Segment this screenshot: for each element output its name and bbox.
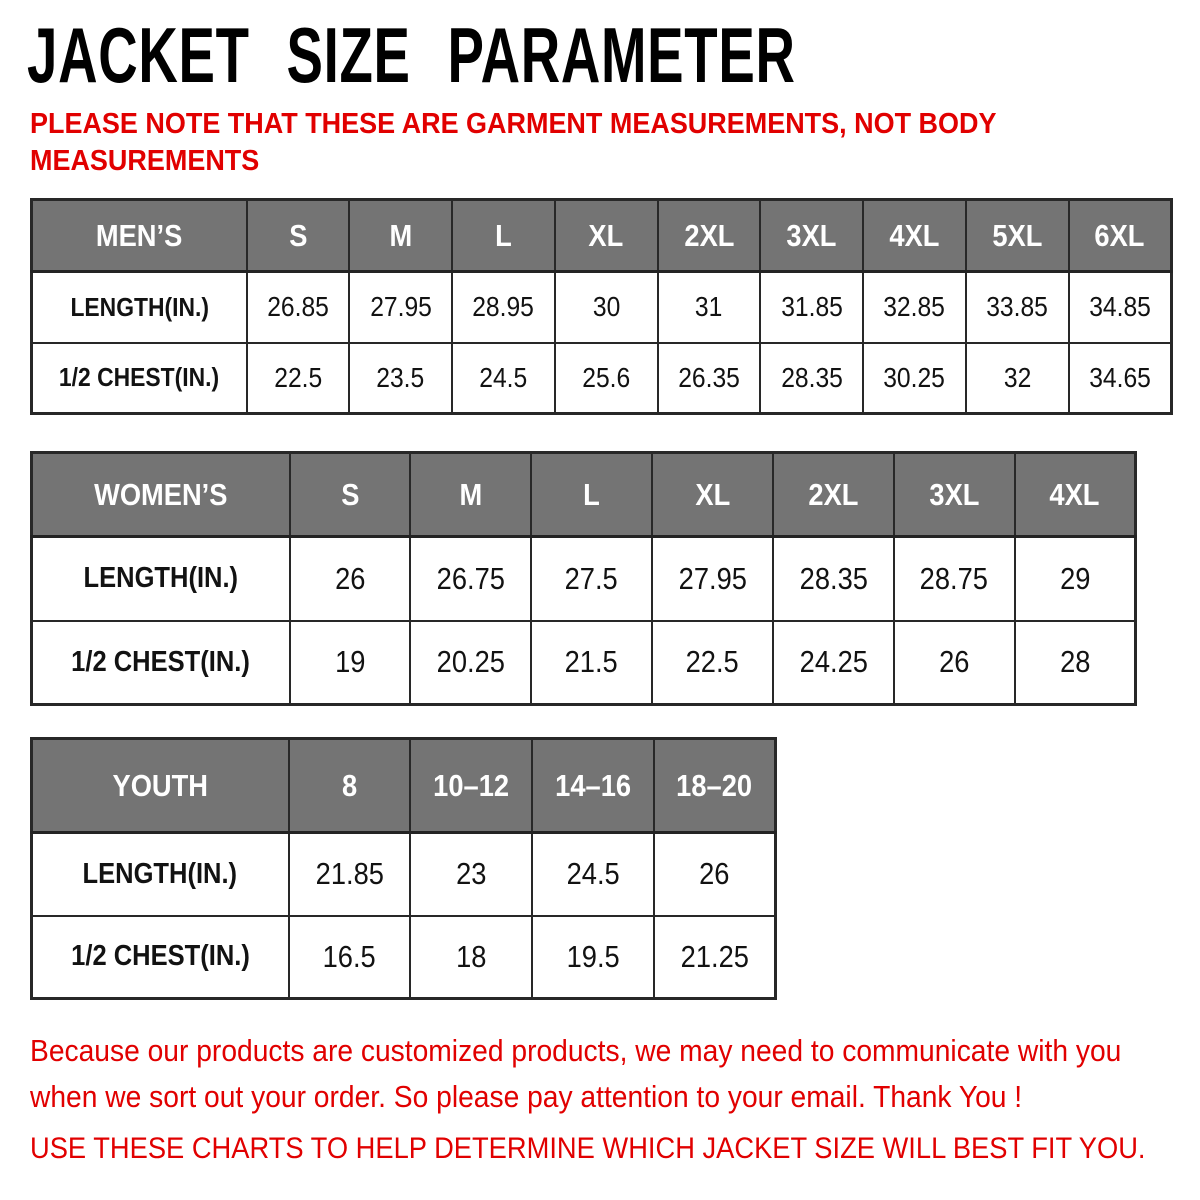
cell-text: L: [583, 476, 600, 512]
size-value-cell: [247, 343, 350, 414]
cell-text: L: [495, 217, 512, 253]
cell-text: 26.85: [267, 291, 329, 323]
cell-text: 8: [341, 767, 357, 803]
cell-text: M: [459, 476, 483, 512]
youth-table-title-cell: [32, 739, 289, 833]
size-column-header: [290, 453, 411, 537]
cell-text: 24.5: [479, 361, 528, 393]
cell-text: 26: [938, 644, 970, 680]
size-value-cell: [452, 272, 555, 343]
cell-text: 21.5: [565, 644, 619, 680]
cell-text: LENGTH(IN.): [83, 562, 239, 595]
size-value-cell: [760, 272, 863, 343]
womens-size-table: [30, 451, 1137, 706]
size-value-cell: [349, 272, 452, 343]
cell-text: 24.25: [799, 644, 868, 680]
note-line: PLEASE NOTE THAT THESE ARE GARMENT MEASUREMENTS, NOT BODY: [30, 108, 997, 140]
cell-text: 5XL: [992, 217, 1043, 253]
cell-text: 10–12: [433, 767, 510, 803]
chart-usage-note: [30, 1126, 1146, 1172]
cell-text: 4XL: [889, 217, 940, 253]
measurement-label-cell: [32, 272, 247, 343]
cell-text: 3XL: [929, 476, 980, 512]
cell-text: 16.5: [322, 938, 376, 974]
cell-text: S: [288, 217, 307, 253]
size-value-cell: [532, 833, 654, 916]
size-value-cell: [452, 343, 555, 414]
size-column-header: [1015, 453, 1136, 537]
cell-text: 22.5: [685, 644, 740, 680]
note-line: MEASUREMENTS: [30, 145, 260, 177]
cell-text: 32.85: [883, 291, 946, 323]
size-value-cell: [1069, 343, 1172, 414]
measurement-label-cell: [32, 537, 290, 621]
garment-measurement-note: [30, 106, 996, 180]
customization-notice: [30, 1028, 1121, 1120]
cell-text: 34.85: [1088, 291, 1151, 323]
cell-text: LENGTH(IN.): [82, 857, 238, 890]
size-column-header: [349, 200, 452, 272]
size-value-cell: [555, 272, 658, 343]
size-value-cell: [652, 621, 773, 705]
cell-text: 26.75: [436, 560, 505, 596]
size-column-header: [452, 200, 555, 272]
cell-text: 28.75: [919, 560, 989, 596]
size-value-cell: [290, 537, 411, 621]
cell-text: 6XL: [1094, 217, 1145, 253]
cell-text: 29: [1059, 560, 1090, 596]
size-value-cell: [863, 272, 966, 343]
size-value-cell: [654, 833, 776, 916]
size-column-header: [773, 453, 894, 537]
cell-text: 32: [1003, 361, 1031, 393]
cell-text: 27.95: [678, 560, 747, 596]
size-value-cell: [894, 621, 1015, 705]
cell-text: 28.35: [799, 560, 868, 596]
cell-text: 4XL: [1049, 476, 1100, 512]
size-value-cell: [966, 272, 1069, 343]
measurement-label-cell: [32, 621, 290, 705]
cell-text: 14–16: [554, 767, 631, 803]
size-value-cell: [289, 916, 411, 999]
cell-text: 31: [695, 291, 723, 323]
size-column-header: [654, 739, 776, 833]
cell-text: 2XL: [808, 476, 859, 512]
cell-text: 31.85: [780, 291, 843, 323]
cell-text: 28.35: [780, 361, 843, 393]
cell-text: WOMEN’S: [94, 476, 228, 512]
cell-text: 25.6: [582, 361, 631, 393]
cell-text: 18: [455, 938, 487, 974]
cell-text: 21.85: [315, 856, 384, 892]
cell-text: 30.25: [883, 361, 946, 393]
cell-text: 28.95: [472, 291, 535, 323]
size-value-cell: [652, 537, 773, 621]
size-value-cell: [531, 621, 652, 705]
size-value-cell: [247, 272, 350, 343]
cell-text: 21.25: [680, 938, 749, 974]
size-value-cell: [894, 537, 1015, 621]
size-value-cell: [1015, 621, 1136, 705]
cell-text: 26: [699, 856, 730, 892]
cell-text: 19.5: [566, 938, 620, 974]
size-value-cell: [863, 343, 966, 414]
size-value-cell: [555, 343, 658, 414]
cell-text: YOUTH: [112, 767, 208, 803]
size-value-cell: [1069, 272, 1172, 343]
cell-text: XL: [695, 476, 730, 512]
size-value-cell: [289, 833, 411, 916]
size-column-header: [894, 453, 1015, 537]
page-title: JACKET SIZE PARAMETER: [27, 11, 796, 99]
size-column-header: [410, 739, 532, 833]
cell-text: 23: [455, 856, 487, 892]
cell-text: 18–20: [676, 767, 753, 803]
size-value-cell: [658, 272, 761, 343]
size-value-cell: [290, 621, 411, 705]
cell-text: 34.65: [1088, 361, 1151, 393]
cell-text: 27.95: [369, 291, 432, 323]
measurement-label-cell: [32, 833, 289, 916]
size-value-cell: [1015, 537, 1136, 621]
size-column-header: [863, 200, 966, 272]
measurement-label-cell: [32, 343, 247, 414]
womens-table-title-cell: [32, 453, 290, 537]
size-column-header: [652, 453, 773, 537]
cell-text: 28: [1059, 644, 1090, 680]
size-column-header: [760, 200, 863, 272]
mens-table-title-cell: [32, 200, 247, 272]
cell-text: XL: [588, 217, 624, 253]
cell-text: 3XL: [786, 217, 837, 253]
size-column-header: [1069, 200, 1172, 272]
cell-text: MEN’S: [96, 217, 183, 253]
measurement-label-cell: [32, 916, 289, 999]
cell-text: 2XL: [683, 217, 734, 253]
cell-text: 1/2 CHEST(IN.): [59, 362, 220, 393]
size-column-header: [410, 453, 531, 537]
size-value-cell: [658, 343, 761, 414]
size-value-cell: [966, 343, 1069, 414]
cell-text: S: [340, 476, 360, 512]
size-value-cell: [410, 621, 531, 705]
cell-text: 30: [592, 291, 620, 323]
size-value-cell: [349, 343, 452, 414]
size-column-header: [555, 200, 658, 272]
size-column-header: [532, 739, 654, 833]
size-value-cell: [410, 833, 532, 916]
cell-text: 26.35: [678, 361, 740, 393]
size-value-cell: [760, 343, 863, 414]
size-value-cell: [532, 916, 654, 999]
size-value-cell: [773, 537, 894, 621]
size-value-cell: [531, 537, 652, 621]
cell-text: 27.5: [565, 560, 619, 596]
mens-size-table: [30, 198, 1173, 415]
size-column-header: [247, 200, 350, 272]
youth-size-table: [30, 737, 777, 1000]
size-value-cell: [654, 916, 776, 999]
cell-text: 1/2 CHEST(IN.): [71, 645, 251, 678]
size-column-header: [289, 739, 411, 833]
size-value-cell: [410, 916, 532, 999]
size-value-cell: [410, 537, 531, 621]
cell-text: LENGTH(IN.): [69, 291, 209, 322]
footer-line: USE THESE CHARTS TO HELP DETERMINE WHICH JACKET SIZE WILL BEST FIT YOU.: [30, 1132, 1146, 1165]
cell-text: 19: [334, 644, 366, 680]
size-column-header: [966, 200, 1069, 272]
cell-text: M: [389, 217, 413, 253]
cell-text: 20.25: [436, 644, 505, 680]
size-column-header: [658, 200, 761, 272]
size-value-cell: [773, 621, 894, 705]
cell-text: 22.5: [273, 361, 322, 393]
size-column-header: [531, 453, 652, 537]
cell-text: 1/2 CHEST(IN.): [70, 940, 250, 973]
cell-text: 23.5: [376, 361, 425, 393]
cell-text: 24.5: [566, 856, 620, 892]
footer-line: when we sort out your order. So please pay attention to your email. Thank You !: [30, 1079, 1023, 1114]
cell-text: 26: [334, 560, 366, 596]
footer-line: Because our products are customized products, we may need to communicate with you: [30, 1033, 1122, 1068]
cell-text: 33.85: [986, 291, 1049, 323]
